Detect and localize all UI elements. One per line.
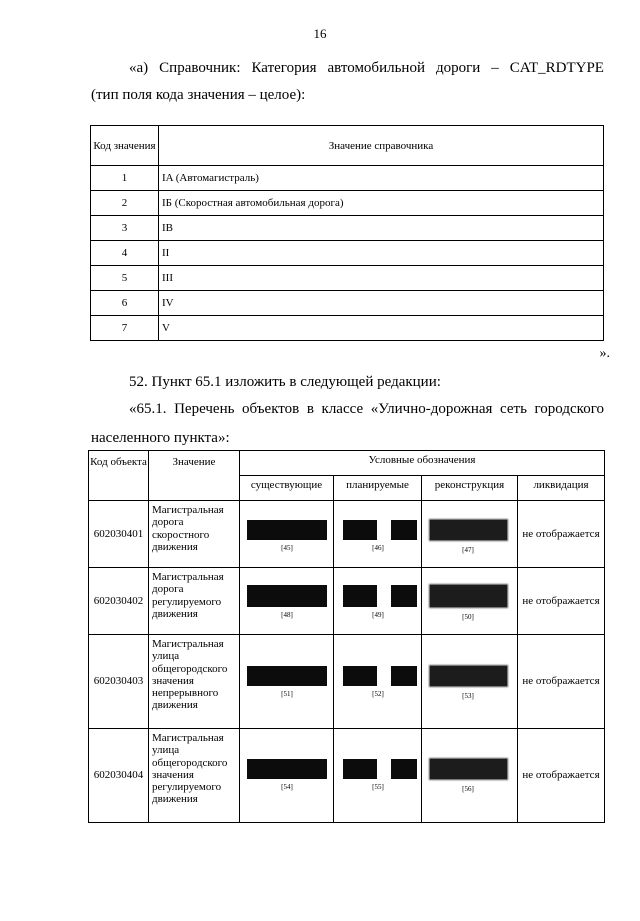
word: «Улично-дорожная	[370, 401, 493, 417]
item-65-1-subtitle: населенного пункта»:	[91, 430, 230, 446]
word: –	[491, 60, 499, 76]
road-symbol-hatched	[430, 585, 507, 607]
symbol-planned	[334, 568, 422, 635]
road-symbol-solid	[247, 759, 327, 779]
header-value: Значение	[149, 451, 240, 501]
liquidation-note: не отображается	[518, 729, 605, 823]
object-code: 602030404	[89, 729, 149, 823]
value-cell: IБ (Скоростная автомобильная дорога)	[159, 191, 604, 216]
word: дороги	[435, 60, 481, 76]
reference-label: [48]	[281, 611, 293, 619]
category-table	[90, 125, 604, 341]
symbol-reconstruction	[422, 635, 518, 729]
table-row	[89, 729, 605, 823]
word: «65.1.	[129, 401, 167, 417]
word: автомобильной	[327, 60, 425, 76]
word: в	[306, 401, 314, 417]
table-header-row	[89, 451, 605, 476]
liquidation-note: не отображается	[518, 501, 605, 568]
code-cell: 1	[91, 166, 159, 191]
word: CAT_RDTYPE	[509, 60, 604, 76]
header-planned: планируемые	[334, 476, 422, 501]
road-symbol-dash	[391, 520, 417, 540]
road-symbol-solid	[247, 520, 327, 540]
symbol-reconstruction	[422, 501, 518, 568]
header-existing: существующие	[240, 476, 334, 501]
table-row	[91, 291, 604, 316]
word: Категория	[251, 60, 317, 76]
reference-label: [55]	[372, 783, 384, 791]
section-a-heading	[129, 57, 604, 79]
reference-label: [54]	[281, 783, 293, 791]
code-cell: 4	[91, 241, 159, 266]
table-row	[91, 316, 604, 341]
table-row	[91, 216, 604, 241]
table-row	[89, 568, 605, 635]
word: сеть	[500, 401, 527, 417]
table-header-row	[91, 126, 604, 166]
reference-label: [45]	[281, 544, 293, 552]
value-cell: IV	[159, 291, 604, 316]
code-cell: 3	[91, 216, 159, 241]
reference-label: [56]	[462, 785, 474, 793]
value-cell: II	[159, 241, 604, 266]
liquidation-note: не отображается	[518, 568, 605, 635]
liquidation-note: не отображается	[518, 635, 605, 729]
symbol-planned	[334, 635, 422, 729]
reference-label: [46]	[372, 544, 384, 552]
code-cell: 2	[91, 191, 159, 216]
table-row	[91, 241, 604, 266]
word: Перечень	[174, 401, 235, 417]
page-number: 16	[313, 26, 327, 41]
word: классе	[321, 401, 364, 417]
object-name: Магистральная улица общегородского значения регулируемого движения	[149, 729, 240, 823]
value-cell: IA (Автомагистраль)	[159, 166, 604, 191]
table-row	[91, 191, 604, 216]
object-name: Магистральная улица общегородского значения непрерывного движения	[149, 635, 240, 729]
reference-label: [52]	[372, 690, 384, 698]
symbol-existing	[240, 635, 334, 729]
object-name: Магистральная дорога регулируемого движения	[149, 568, 240, 635]
header-symbols: Условные обозначения	[240, 451, 605, 476]
table-row	[89, 501, 605, 568]
word: объектов	[242, 401, 300, 417]
word: городского	[534, 401, 604, 417]
road-symbol-hatched	[430, 666, 507, 686]
code-cell: 6	[91, 291, 159, 316]
header-code: Код значения	[91, 126, 159, 166]
object-name: Магистральная дорога скоростного движения	[149, 501, 240, 568]
word: «а)	[129, 60, 149, 76]
header-value: Значение справочника	[159, 126, 604, 166]
road-symbol-dash	[391, 666, 417, 686]
road-symbol-dash	[343, 585, 377, 607]
object-code: 602030402	[89, 568, 149, 635]
road-symbol-dash	[343, 666, 377, 686]
road-symbol-dash	[391, 585, 417, 607]
header-liquidation: ликвидация	[518, 476, 605, 501]
symbol-reconstruction	[422, 729, 518, 823]
symbol-planned	[334, 729, 422, 823]
reference-label: [49]	[372, 611, 384, 619]
item-52: 52. Пункт 65.1 изложить в следующей редакции:	[129, 374, 441, 390]
road-symbol-dash	[343, 520, 377, 540]
header-reconstruction: реконструкция	[422, 476, 518, 501]
symbol-existing	[240, 501, 334, 568]
road-symbol-dash	[391, 759, 417, 779]
road-symbol-solid	[247, 585, 327, 607]
object-code: 602030401	[89, 501, 149, 568]
objects-table	[88, 450, 605, 823]
road-symbol-hatched	[430, 520, 507, 540]
reference-label: [50]	[462, 613, 474, 621]
reference-label: [47]	[462, 546, 474, 554]
item-65-1-heading	[129, 398, 604, 420]
section-a-subtitle: (тип поля кода значения – целое):	[91, 87, 306, 103]
road-symbol-hatched	[430, 759, 507, 779]
reference-label: [53]	[462, 692, 474, 700]
road-symbol-solid	[247, 666, 327, 686]
table-row	[89, 635, 605, 729]
code-cell: 5	[91, 266, 159, 291]
table-row	[91, 166, 604, 191]
symbol-existing	[240, 568, 334, 635]
word: Справочник:	[159, 60, 241, 76]
value-cell: V	[159, 316, 604, 341]
code-cell: 7	[91, 316, 159, 341]
reference-label: [51]	[281, 690, 293, 698]
header-code: Код объекта	[89, 451, 149, 501]
table-row	[91, 266, 604, 291]
symbol-planned	[334, 501, 422, 568]
closing-quote: ».	[599, 346, 610, 361]
value-cell: IB	[159, 216, 604, 241]
object-code: 602030403	[89, 635, 149, 729]
symbol-reconstruction	[422, 568, 518, 635]
value-cell: III	[159, 266, 604, 291]
road-symbol-dash	[343, 759, 377, 779]
symbol-existing	[240, 729, 334, 823]
